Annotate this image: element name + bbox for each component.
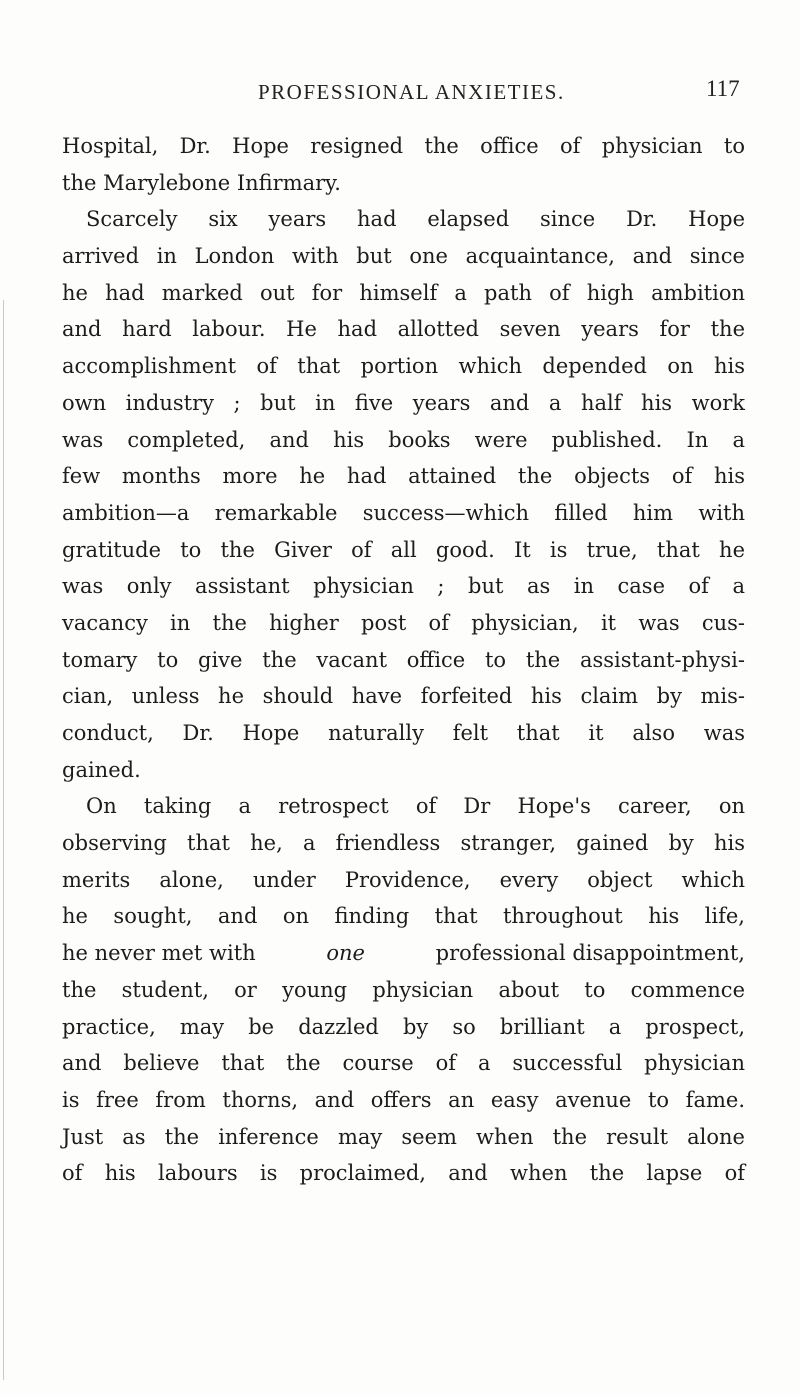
text-line: was completed, and his books were published. In a [62,427,745,452]
text-line: Scarcely six years had elapsed since Dr. Hope [86,207,745,232]
text-line: was only assistant physician ; but as in case of a [62,574,745,599]
text-line: ambition—a remarkable success—which filled him with [62,500,745,525]
text-line: and believe that the course of a successful physician [62,1051,745,1076]
text-line: Just as the inference may seem when the result alone [62,1124,745,1149]
text-line: accomplishment of that portion which depended on his [62,354,745,379]
text-line: practice, may be dazzled by so brilliant a prospect, [62,1014,745,1039]
text-line: observing that he, a friendless stranger, gained by his [62,831,745,856]
text-line: On taking a retrospect of Dr Hope's career, on [86,794,745,819]
text-line: he had marked out for himself a path of high ambition [62,280,745,305]
page-number: 117 [706,76,740,101]
text-line: he sought, and on finding that throughout his life, [62,904,745,929]
text-line: tomary to give the vacant office to the assistant-physi- [62,647,745,672]
text-line-with-emphasis [62,935,745,972]
text-line: arrived in London with but one acquaintance, and since [62,244,745,269]
text-line: the Marylebone Infirmary. [62,170,341,195]
text-line: the student, or young physician about to commence [62,977,745,1002]
text-fragment: professional disappointment, [435,941,745,966]
emphasized-word: one [326,941,365,966]
text-line: of his labours is proclaimed, and when the lapse of [62,1161,745,1186]
page-edge-shadow [3,300,4,1380]
text-line: gained. [62,757,141,782]
text-line: conduct, Dr. Hope naturally felt that it also was [62,721,745,745]
text-line: merits alone, under Providence, every object which [62,867,745,892]
text-line: own industry ; but in five years and a half his work [62,390,745,415]
text-fragment: he never met with [62,941,256,966]
text-line: vacancy in the higher post of physician, it was cus- [62,610,745,635]
text-line: few months more he had attained the objects of his [62,464,745,489]
text-line: cian, unless he should have forfeited his claim by mis- [62,684,745,709]
running-head: PROFESSIONAL ANXIETIES. [258,80,565,104]
body-text [62,128,745,1192]
text-line: gratitude to the Giver of all good. It is true, that he [62,537,745,562]
text-line: Hospital, Dr. Hope resigned the office of physician to [62,134,745,158]
text-line: is free from thorns, and offers an easy avenue to fame. [62,1087,745,1112]
text-line: and hard labour. He had allotted seven years for the [62,317,745,342]
